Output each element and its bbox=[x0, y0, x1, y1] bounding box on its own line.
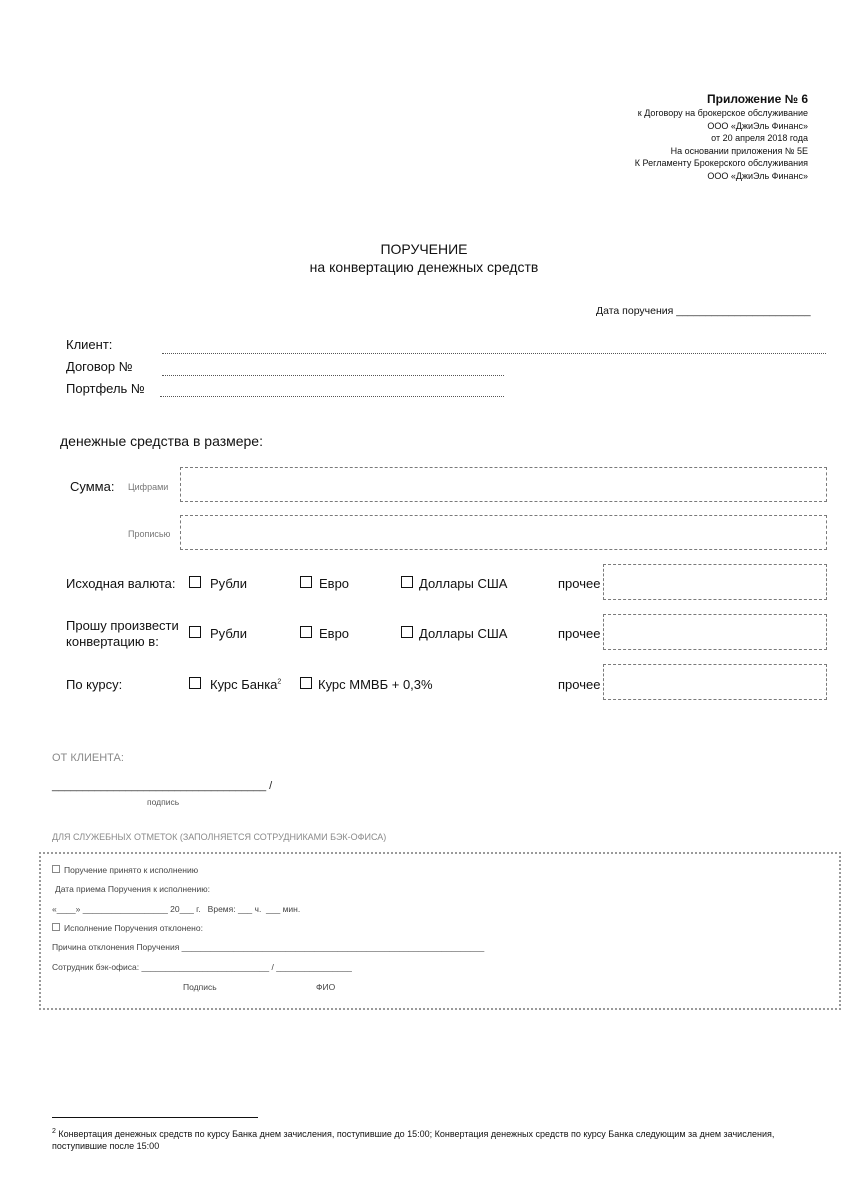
accepted-checkbox[interactable] bbox=[52, 865, 60, 873]
appendix-line: К Регламенту Брокерского обслуживания bbox=[634, 158, 808, 168]
rejected-row[interactable] bbox=[52, 923, 203, 933]
sum-digits-input[interactable] bbox=[180, 467, 827, 502]
rate-label: По курсу: bbox=[66, 677, 123, 692]
appendix-line: ООО «ДжиЭль Финанс» bbox=[707, 170, 808, 181]
target-usd-checkbox[interactable] bbox=[401, 626, 413, 638]
appendix-header bbox=[635, 92, 808, 182]
source-usd-label: Доллары США bbox=[419, 576, 508, 591]
amount-heading: денежные средства в размере: bbox=[60, 433, 263, 449]
footnote-text: Конвертация денежных средств по курсу Банка днем зачисления, поступившие до 15:00; Конвертация денежных средств по курсу Банка следующим за днем зачисления, поступившие после 15:00 bbox=[52, 1129, 775, 1151]
target-currency-label-line1: Прошу произвести bbox=[66, 618, 179, 633]
service-heading: ДЛЯ СЛУЖЕБНЫХ ОТМЕТОК (ЗАПОЛНЯЕТСЯ СОТРУДНИКАМИ БЭК-ОФИСА) bbox=[52, 832, 387, 842]
source-eur-checkbox[interactable] bbox=[300, 576, 312, 588]
source-rub-checkbox[interactable] bbox=[189, 576, 201, 588]
client-label: Клиент: bbox=[66, 337, 113, 352]
target-eur-label: Евро bbox=[319, 626, 350, 641]
target-eur-checkbox[interactable] bbox=[300, 626, 312, 638]
client-signature-caption: подпись bbox=[147, 797, 180, 807]
appendix-line: ООО «ДжиЭль Финанс» bbox=[707, 120, 808, 131]
accepted-row[interactable] bbox=[52, 865, 198, 875]
appendix-line: На основании приложения № 5Е bbox=[670, 145, 808, 156]
order-date-field[interactable]: Дата поручения _______________________ bbox=[596, 305, 811, 317]
document-title: ПОРУЧЕНИЕ bbox=[380, 241, 468, 257]
rejected-checkbox[interactable] bbox=[52, 923, 60, 931]
target-rub-label: Рубли bbox=[210, 626, 248, 641]
document-title-block bbox=[0, 240, 848, 276]
portfolio-field[interactable] bbox=[160, 396, 504, 397]
target-other-input[interactable] bbox=[603, 614, 827, 650]
digits-hint: Цифрами bbox=[128, 482, 169, 492]
appendix-title: Приложение № 6 bbox=[706, 92, 808, 106]
source-other-label: прочее bbox=[558, 576, 601, 591]
rejected-label: Исполнение Поручения отклонено: bbox=[64, 923, 203, 933]
source-other-input[interactable] bbox=[603, 564, 827, 600]
contract-label: Договор № bbox=[66, 359, 133, 374]
contract-field[interactable] bbox=[162, 375, 504, 376]
footnote-mark: 2 bbox=[52, 1128, 56, 1135]
client-field[interactable] bbox=[162, 353, 826, 354]
bank-rate-label bbox=[210, 677, 281, 692]
appendix-line: от 20 апреля 2018 года bbox=[711, 133, 808, 143]
acceptance-date-label: Дата приема Поручения к исполнению: bbox=[55, 884, 210, 894]
target-currency-label-line2: конвертацию в: bbox=[66, 634, 159, 649]
portfolio-label: Портфель № bbox=[66, 381, 145, 396]
mmvb-rate-checkbox[interactable] bbox=[300, 677, 312, 689]
source-rub-label: Рубли bbox=[210, 576, 248, 591]
target-usd-label: Доллары США bbox=[419, 626, 508, 641]
appendix-line: к Договору на брокерское обслуживание bbox=[637, 108, 808, 118]
acceptance-date-time-field[interactable]: «____» __________________ 20___ г. Время: ___ ч. ___ мин. bbox=[52, 904, 301, 914]
rate-other-input[interactable] bbox=[603, 664, 827, 700]
target-other-label: прочее bbox=[558, 626, 601, 641]
from-client-heading: ОТ КЛИЕНТА: bbox=[52, 752, 124, 764]
source-usd-checkbox[interactable] bbox=[401, 576, 413, 588]
officer-field[interactable]: Сотрудник бэк-офиса: ___________________________ / ________________ bbox=[52, 962, 352, 972]
sum-label: Сумма: bbox=[70, 479, 115, 494]
bank-rate-text: Курс Банка bbox=[210, 677, 278, 692]
words-hint: Прописью bbox=[128, 529, 171, 539]
footnote-ref: 2 bbox=[277, 678, 282, 686]
source-currency-label: Исходная валюта: bbox=[66, 576, 176, 591]
accepted-label: Поручение принято к исполнению bbox=[64, 865, 199, 875]
footnote-rule bbox=[52, 1117, 258, 1118]
footnote bbox=[52, 1126, 812, 1152]
sum-words-input[interactable] bbox=[180, 515, 827, 550]
target-currency-label bbox=[66, 618, 179, 650]
bank-rate-checkbox[interactable] bbox=[189, 677, 201, 689]
mmvb-rate-label: Курс ММВБ + 0,3% bbox=[318, 677, 433, 692]
client-signature-field[interactable]: ___________________________________ / bbox=[52, 780, 273, 792]
document-subtitle: на конвертацию денежных средств bbox=[309, 259, 539, 275]
officer-name-caption: ФИО bbox=[316, 982, 336, 992]
rate-other-label: прочее bbox=[558, 677, 601, 692]
rejection-reason-field[interactable]: Причина отклонения Поручения ________________________________________________________________ bbox=[52, 942, 485, 952]
target-rub-checkbox[interactable] bbox=[189, 626, 201, 638]
source-eur-label: Евро bbox=[319, 576, 350, 591]
officer-signature-caption: Подпись bbox=[183, 982, 217, 992]
